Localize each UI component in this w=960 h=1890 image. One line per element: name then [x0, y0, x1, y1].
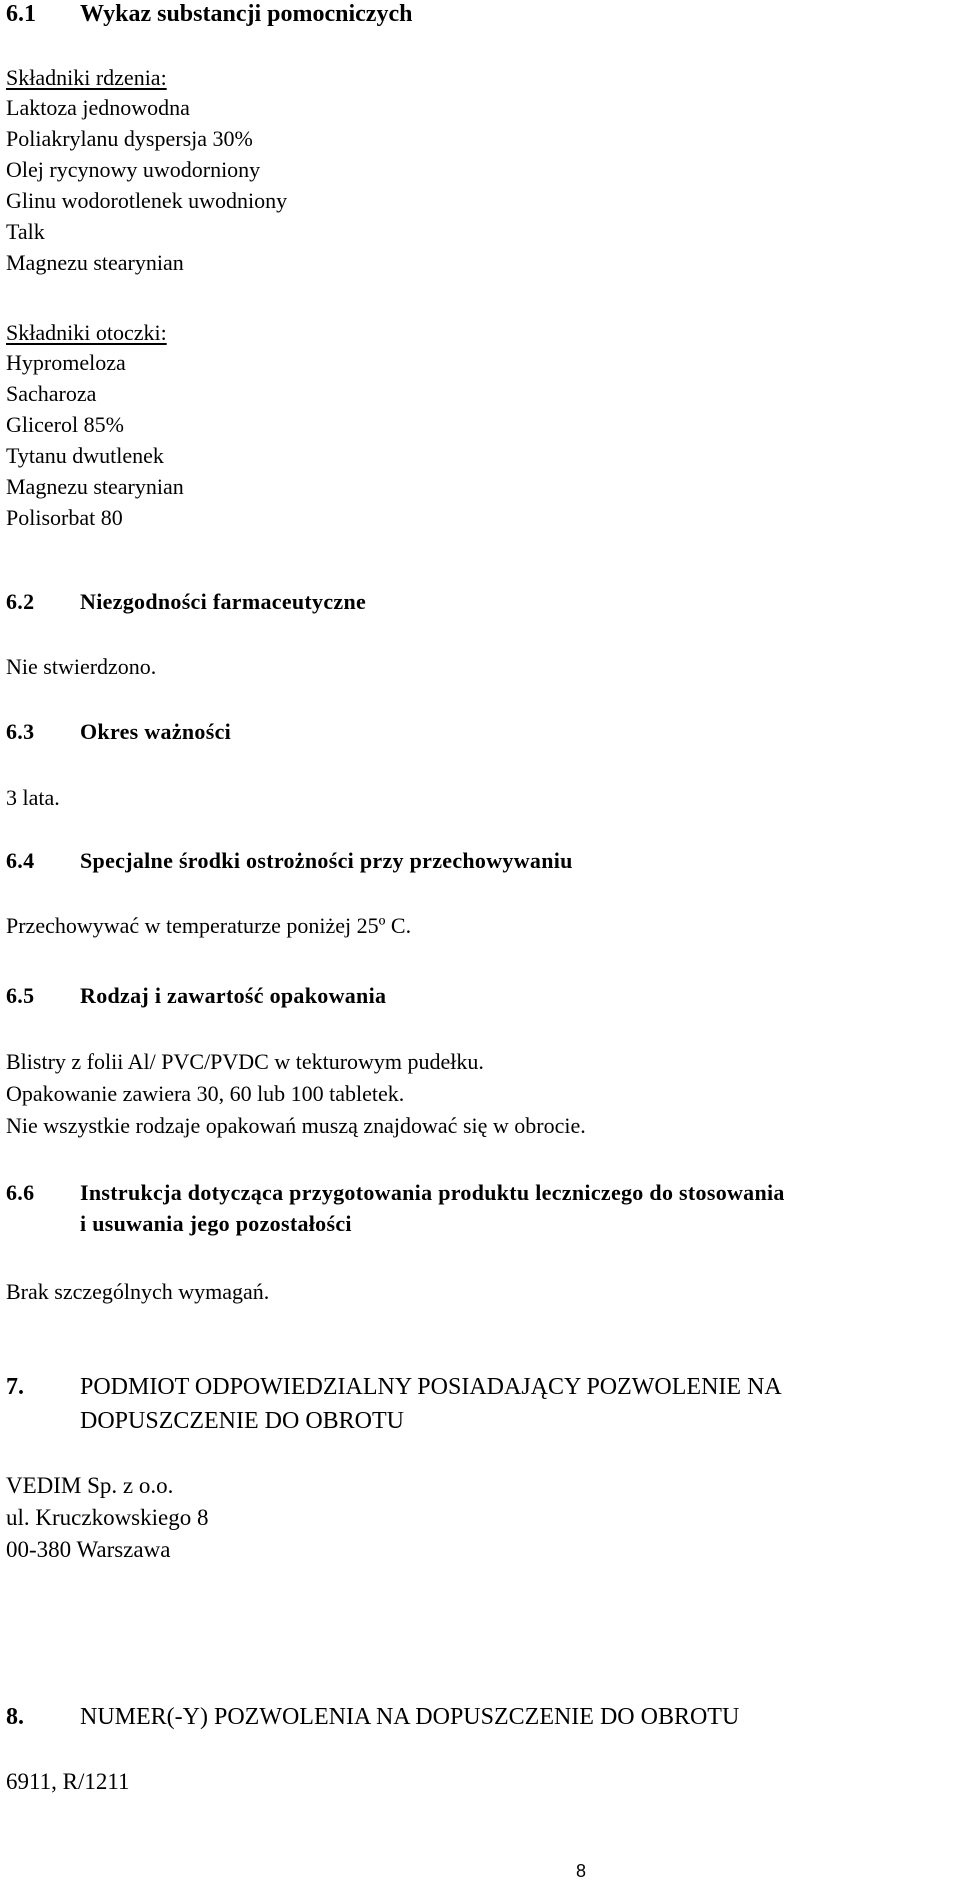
section-6-1-number: 6.1 — [6, 1, 36, 27]
section-6-5-line-1: Blistry z folii Al/ PVC/PVDC w tekturowym pudełku. — [6, 1049, 484, 1074]
list-item: Magnezu stearynian — [6, 250, 184, 275]
company-street: ul. Kruczkowskiego 8 — [6, 1505, 209, 1530]
authorization-numbers: 6911, R/1211 — [6, 1769, 130, 1794]
section-8-number: 8. — [6, 1704, 24, 1730]
section-6-3-number: 6.3 — [6, 719, 35, 744]
section-6-2-title: Niezgodności farmaceutyczne — [80, 589, 367, 614]
company-city: 00-380 Warszawa — [6, 1537, 171, 1562]
section-6-4-text: Przechowywać w temperaturze poniżej 25º C. — [6, 913, 412, 938]
list-item: Glicerol 85% — [6, 412, 124, 437]
section-6-3-text: 3 lata. — [6, 785, 60, 810]
section-6-5-line-3: Nie wszystkie rodzaje opakowań muszą znajdować się w obrocie. — [6, 1113, 586, 1138]
list-item: Poliakrylanu dyspersja 30% — [6, 126, 253, 151]
list-item: Magnezu stearynian — [6, 474, 184, 499]
list-item: Hypromeloza — [6, 350, 126, 375]
section-8-title: NUMER(-Y) POZWOLENIA NA DOPUSZCZENIE DO OBROTU — [80, 1704, 740, 1730]
section-6-6-title-line-1: Instrukcja dotycząca przygotowania produktu leczniczego do stosowania — [80, 1180, 785, 1205]
list-item: Glinu wodorotlenek uwodniony — [6, 188, 288, 213]
section-6-2-text: Nie stwierdzono. — [6, 654, 157, 679]
list-item: Tytanu dwutlenek — [6, 443, 164, 468]
section-6-2-number: 6.2 — [6, 589, 35, 614]
section-7-title-line-2: DOPUSZCZENIE DO OBROTU — [80, 1408, 404, 1434]
section-6-5-title: Rodzaj i zawartość opakowania — [80, 983, 387, 1008]
core-ingredients-list — [6, 92, 287, 278]
list-item: Olej rycynowy uwodorniony — [6, 157, 261, 182]
section-6-6-number: 6.6 — [6, 1180, 35, 1205]
section-6-3-title: Okres ważności — [80, 719, 232, 744]
list-item: Polisorbat 80 — [6, 505, 123, 530]
section-7-number: 7. — [6, 1374, 24, 1400]
list-item: Sacharoza — [6, 381, 97, 406]
page-number: 8 — [576, 1861, 587, 1881]
section-6-4-title: Specjalne środki ostrożności przy przechowywaniu — [80, 848, 573, 873]
section-6-1-title: Wykaz substancji pomocniczych — [80, 1, 413, 27]
section-6-5-line-2: Opakowanie zawiera 30, 60 lub 100 tabletek. — [6, 1081, 405, 1106]
coating-ingredients-list — [6, 347, 184, 533]
company-name: VEDIM Sp. z o.o. — [6, 1473, 174, 1498]
section-6-5-number: 6.5 — [6, 983, 35, 1008]
section-7-title-line-1: PODMIOT ODPOWIEDZIALNY POSIADAJĄCY POZWOLENIE NA — [80, 1374, 782, 1400]
coating-ingredients-heading: Składniki otoczki: — [6, 320, 167, 345]
section-6-4-number: 6.4 — [6, 848, 35, 873]
core-ingredients-heading: Składniki rdzenia: — [6, 65, 167, 90]
section-6-6-title-line-2: i usuwania jego pozostałości — [80, 1211, 352, 1236]
section-6-6-text: Brak szczególnych wymagań. — [6, 1279, 270, 1304]
list-item: Laktoza jednowodna — [6, 95, 190, 120]
list-item: Talk — [6, 219, 45, 244]
